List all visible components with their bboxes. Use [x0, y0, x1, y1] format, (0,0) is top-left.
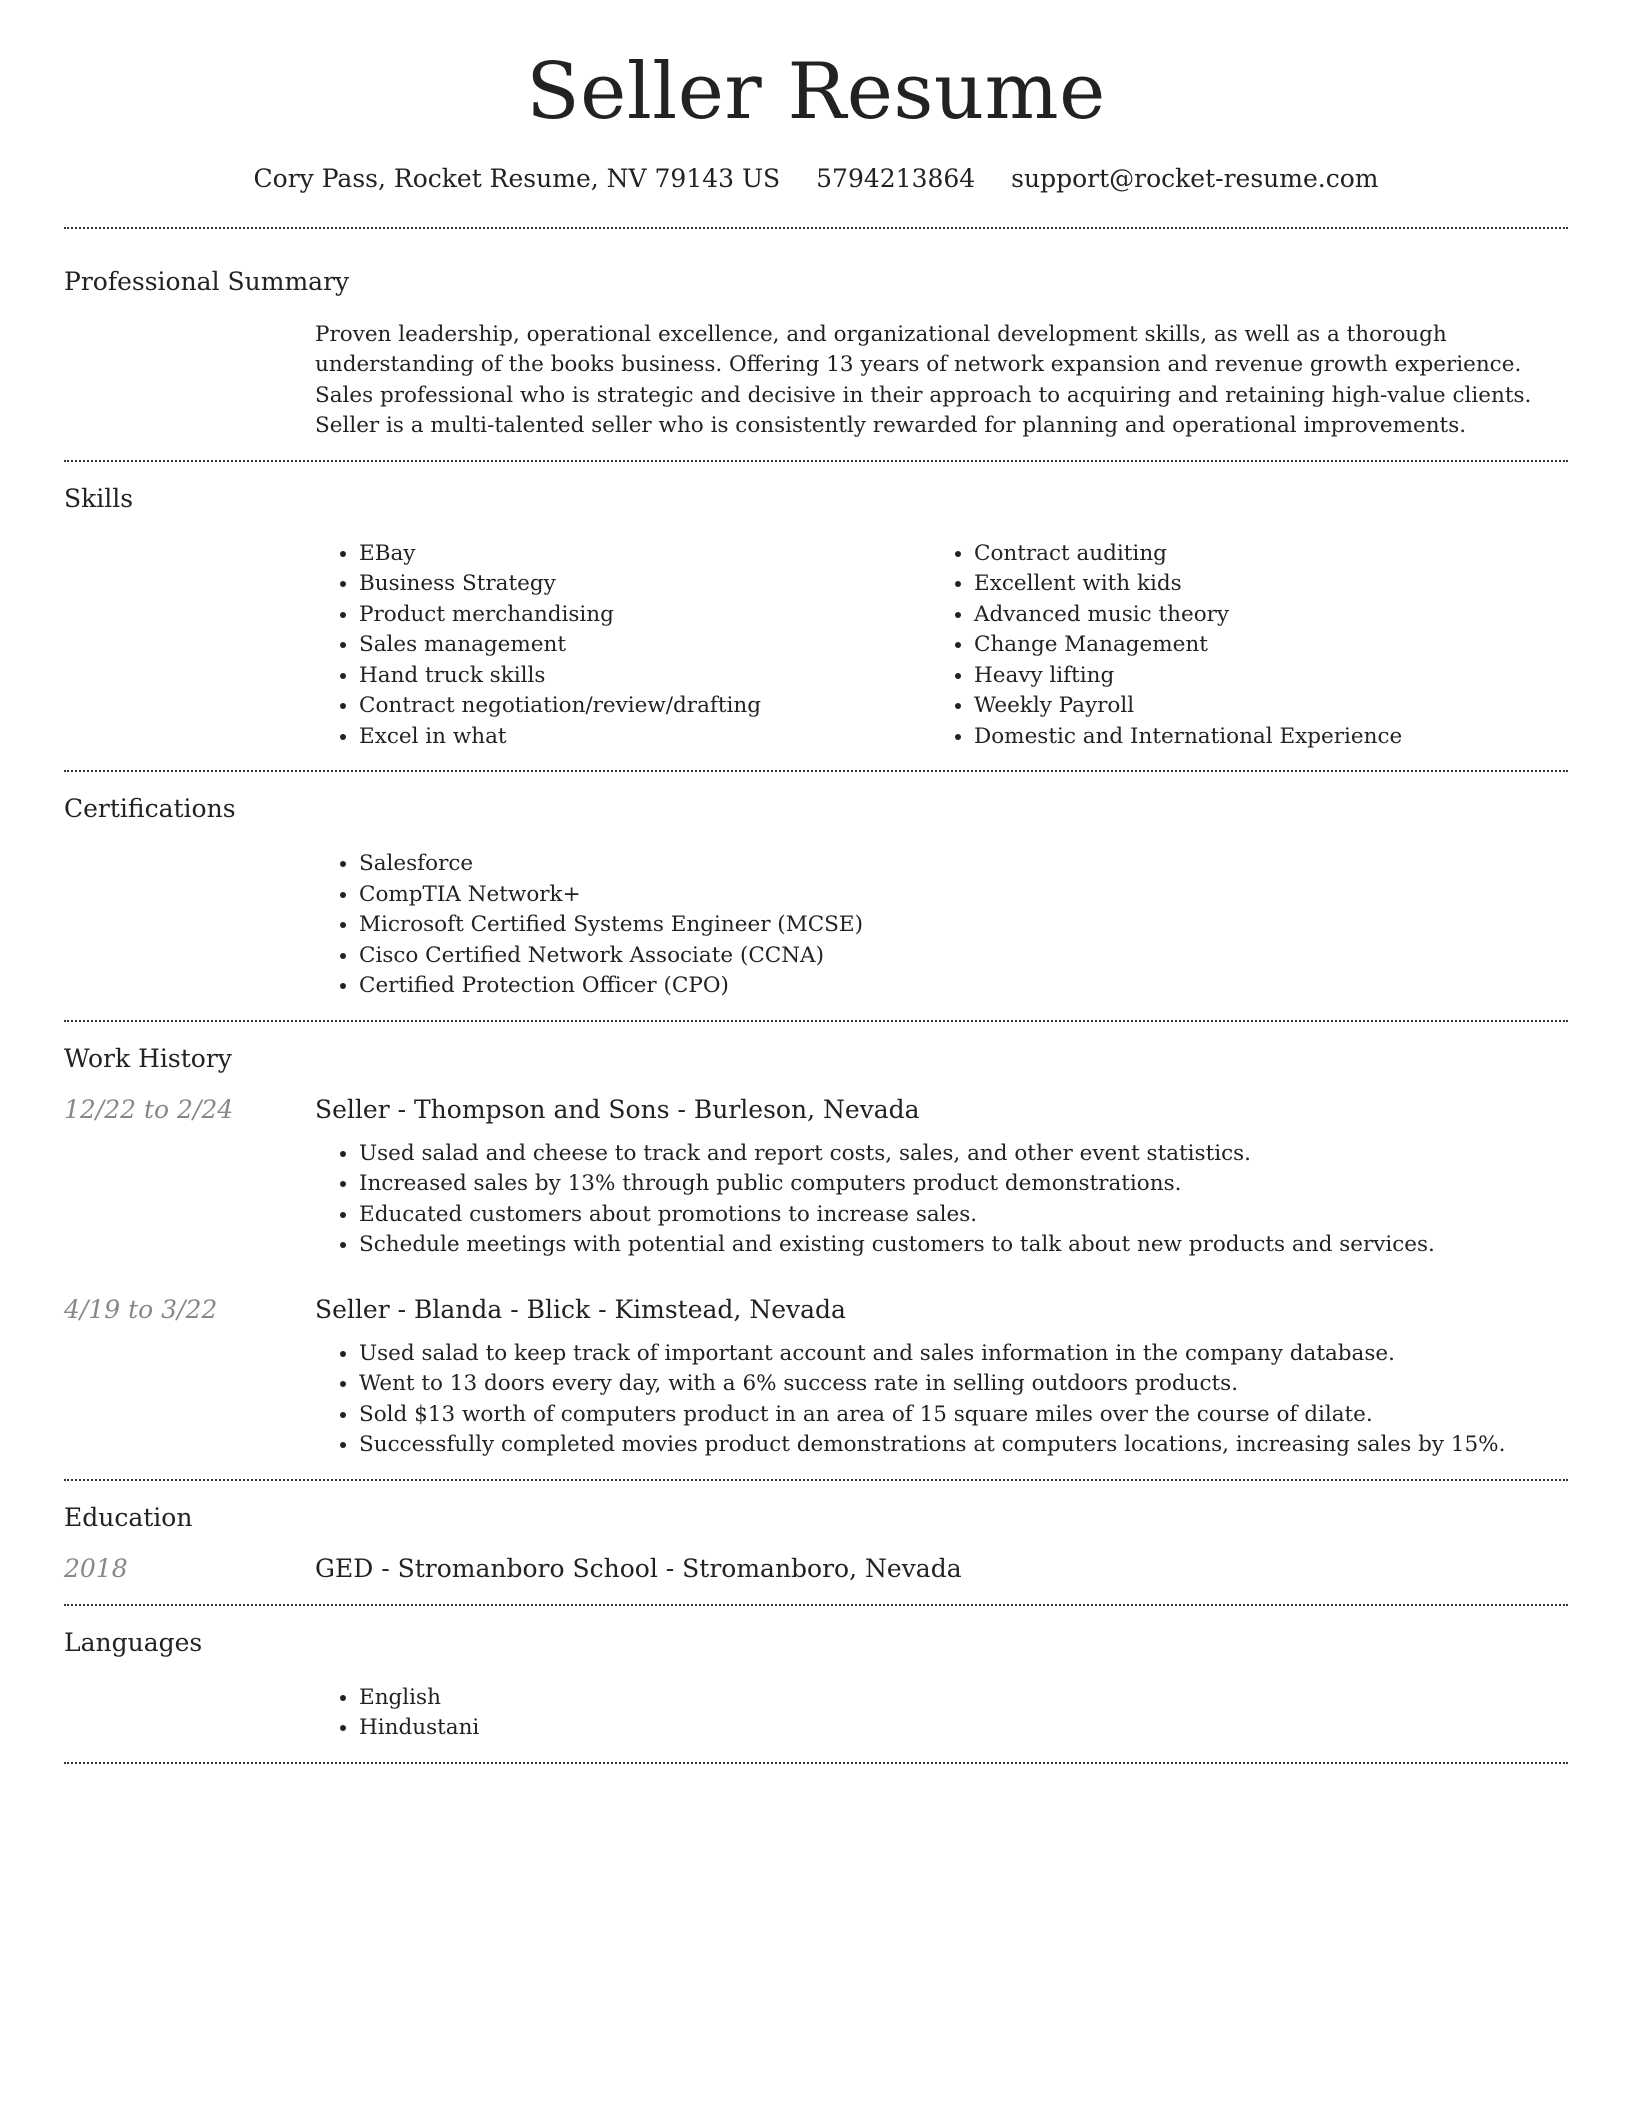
- list-item: • Weekly Payroll: [974, 691, 1568, 722]
- list-item: • Product merchandising: [359, 600, 930, 631]
- list-item: • English: [359, 1683, 1568, 1714]
- job-date: 4/19 to 3/22: [64, 1294, 218, 1324]
- section-skills: [64, 462, 1568, 771]
- contact-line: [64, 164, 1568, 193]
- list-item: • Contract negotiation/review/drafting: [359, 691, 930, 722]
- section-heading: Certifications: [64, 794, 236, 824]
- education-entry: [64, 1552, 1568, 1586]
- list-item: • Used salad to keep track of important account and sales information in the company database.: [359, 1339, 1568, 1370]
- certifications-body: [315, 849, 1568, 1002]
- list-item: • Contract auditing: [974, 539, 1568, 570]
- contact-phone: 5794213864: [816, 163, 976, 193]
- section-work-history: [64, 1022, 1568, 1479]
- list-item: • Sales management: [359, 630, 930, 661]
- contact-address: Cory Pass, Rocket Resume, NV 79143 US: [253, 163, 781, 193]
- education-title: GED - Stromanboro School - Stromanboro, Nevada: [315, 1553, 962, 1583]
- list-item: • Business Strategy: [359, 569, 930, 600]
- list-item: • CompTIA Network+: [359, 880, 1568, 911]
- job-details: [315, 1293, 1568, 1461]
- section-certifications: [64, 772, 1568, 1020]
- job-title: Seller - Blanda - Blick - Kimstead, Nevada: [315, 1294, 846, 1324]
- section-languages: [64, 1606, 1568, 1762]
- list-item: • Went to 13 doors every day, with a 6% success rate in selling outdoors products.: [359, 1369, 1568, 1400]
- education-details: [315, 1552, 1568, 1586]
- list-item: • Hindustani: [359, 1713, 1568, 1744]
- languages-body: [315, 1683, 1568, 1744]
- resume-header: [64, 0, 1568, 193]
- section-heading: Education: [64, 1502, 193, 1532]
- work-history-body: [64, 1093, 1568, 1461]
- job-entry: [64, 1293, 1568, 1461]
- list-item: • EBay: [359, 539, 930, 570]
- skills-grid: [315, 539, 1568, 753]
- section-heading: Languages: [64, 1627, 203, 1657]
- section-heading: Professional Summary: [64, 266, 350, 296]
- list-item: • Excel in what: [359, 722, 930, 753]
- list-item: • Successfully completed movies product demonstrations at computers locations, increasing sales by 15%.: [359, 1430, 1568, 1461]
- list-item: • Schedule meetings with potential and existing customers to talk about new products and services.: [359, 1230, 1568, 1261]
- job-bullets: [315, 1339, 1568, 1461]
- list-item: • Heavy lifting: [974, 661, 1568, 692]
- resume-title: Seller Resume: [526, 47, 1106, 137]
- languages-list: [315, 1683, 1568, 1744]
- job-details: [315, 1093, 1568, 1261]
- summary-text: Proven leadership, operational excellence, and organizational development skills, as well as a thorough understanding of the books business. Offering 13 years of network expansion and revenue growth experience. Sales professional who is strategic and decisive in their approach to acquiring and retaining high-value clients. Seller is a multi-talented seller who is consistently rewarded for planning and operational improvements.: [315, 321, 1532, 439]
- list-item: • Domestic and International Experience: [974, 722, 1568, 753]
- list-item: • Excellent with kids: [974, 569, 1568, 600]
- education-date: 2018: [64, 1553, 128, 1583]
- contact-email: support@rocket-resume.com: [1011, 163, 1379, 193]
- skills-body: [315, 539, 1568, 753]
- certifications-list: [315, 849, 1568, 1002]
- list-item: • Certified Protection Officer (CPO): [359, 971, 1568, 1002]
- list-item: • Advanced music theory: [974, 600, 1568, 631]
- section-professional-summary: [64, 229, 1568, 460]
- section-heading: Skills: [64, 483, 134, 513]
- job-bullets: [315, 1139, 1568, 1261]
- job-title: Seller - Thompson and Sons - Burleson, Nevada: [315, 1094, 920, 1124]
- section-heading: Work History: [64, 1043, 232, 1073]
- list-item: • Sold $13 worth of computers product in an area of 15 square miles over the course of dilate.: [359, 1400, 1568, 1431]
- divider: [64, 1762, 1568, 1764]
- list-item: • Salesforce: [359, 849, 1568, 880]
- section-education: [64, 1481, 1568, 1604]
- job-date: 12/22 to 2/24: [64, 1094, 234, 1124]
- list-item: • Used salad and cheese to track and report costs, sales, and other event statistics.: [359, 1139, 1568, 1170]
- skills-list-left: [315, 539, 930, 753]
- list-item: • Increased sales by 13% through public computers product demonstrations.: [359, 1169, 1568, 1200]
- list-item: • Cisco Certified Network Associate (CCNA): [359, 941, 1568, 972]
- list-item: • Microsoft Certified Systems Engineer (MCSE): [359, 910, 1568, 941]
- skills-list-right: [930, 539, 1568, 753]
- job-entry: [64, 1093, 1568, 1261]
- list-item: • Educated customers about promotions to increase sales.: [359, 1200, 1568, 1231]
- list-item: • Change Management: [974, 630, 1568, 661]
- list-item: • Hand truck skills: [359, 661, 930, 692]
- summary-body: [315, 320, 1568, 442]
